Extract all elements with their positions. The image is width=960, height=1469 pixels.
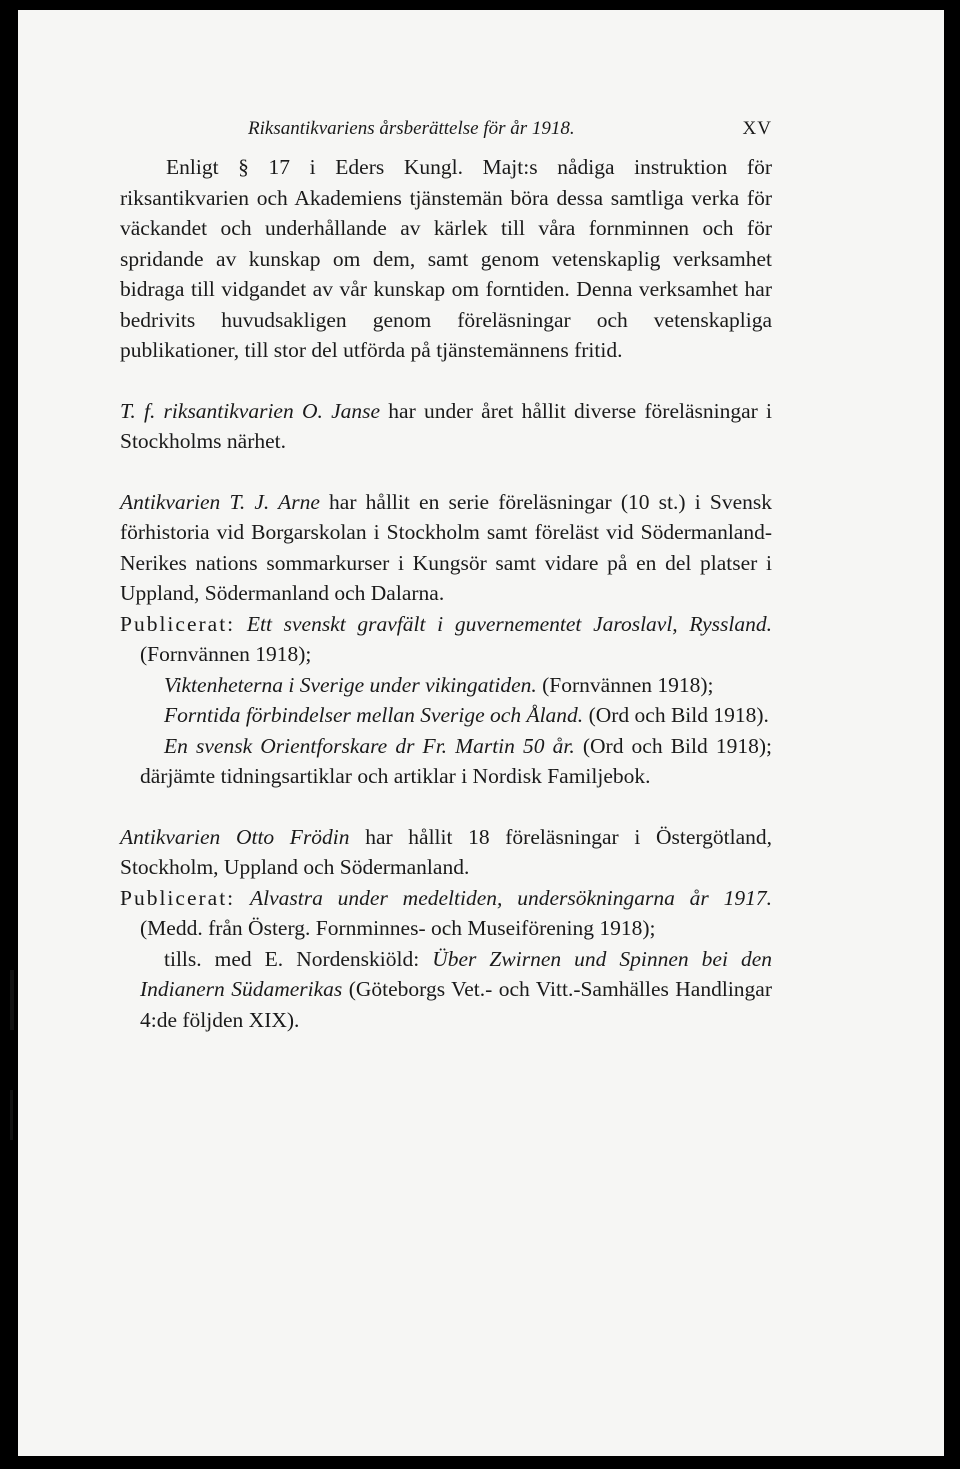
running-title: Riksantikvariens årsberättelse för år 1918.	[248, 118, 575, 139]
publication-title: Viktenheterna i Sverige under vikingatiden.	[164, 672, 537, 697]
janse-text: har under året hållit diverse föreläsningar i Stockholms närhet.	[120, 398, 773, 453]
frodin-paragraph	[120, 822, 772, 883]
arne-publication-2	[120, 670, 772, 701]
publication-prefix: tills. med E. Nordenskiöld:	[164, 946, 433, 971]
intro-paragraph: Enligt § 17 i Eders Kungl. Majt:s nådiga instruktion för riksantikvarien och Akademiens tjänstemän böra dessa samtliga verka för väckandet och underhållande av kärlek till våra fornminnen och för spridande av kunskap om dem, samt genom vetenskaplig verksamhet bidraga till vidgandet av vår kunskap om forntiden. Denna verksamhet har bedrivits huvudsakligen genom föreläsningar och vetenskapliga publikationer, till stor del utförda på tjänstemännens fritid.	[120, 155, 772, 362]
frodin-published-label: Publicerat:	[120, 885, 236, 910]
publication-source: (Fornvännen 1918);	[536, 672, 714, 697]
arne-name: Antikvarien T. J. Arne	[120, 489, 320, 514]
janse-paragraph	[120, 396, 772, 457]
frodin-publication-1	[120, 883, 772, 944]
page-header	[120, 118, 772, 146]
publication-title: En svensk Orientforskare dr Fr. Martin 50 år.	[164, 733, 575, 758]
arne-text: har hållit en serie föreläsningar (10 st.) i Svensk förhistoria vid Borgarskolan i Stockholm samt föreläst vid Södermanland-Nerikes nations sommarkurser i Kungsör samt vidare på en del platser i Uppland, Södermanland och Dalarna.	[120, 489, 772, 605]
janse-name: T. f. riksantikvarien O. Janse	[120, 398, 381, 423]
scan-margin-mark	[10, 970, 14, 1030]
arne-paragraph	[120, 487, 772, 609]
frodin-text: har hållit 18 föreläsningar i Östergötland, Stockholm, Uppland och Södermanland.	[120, 824, 772, 879]
arne-publication-3	[120, 700, 772, 731]
publication-source: (Ord och Bild 1918).	[583, 703, 769, 727]
frodin-name: Antikvarien Otto Frödin	[120, 824, 350, 849]
arne-published-label: Publicerat:	[120, 611, 236, 636]
arne-publication-4	[120, 731, 772, 792]
scan-margin-mark	[10, 1090, 13, 1140]
publication-title: Über Zwirnen und Spinnen bei den Indianern Südamerikas	[140, 946, 772, 1001]
publication-source: (Medd. från Österg. Fornminnes- och Museiförening 1918);	[140, 916, 656, 940]
publication-title: Forntida förbindelser mellan Sverige och Åland.	[164, 703, 584, 727]
page-content	[120, 118, 772, 1035]
publication-source: (Ord och Bild 1918); därjämte tidningsartiklar och artiklar i Nordisk Familjebok.	[140, 733, 772, 788]
frodin-publication-2	[120, 944, 772, 1036]
publication-source: (Göteborgs Vet.- och Vitt.-Samhälles Handlingar 4:de följden XIX).	[140, 977, 772, 1032]
publication-title: Ett svenskt gravfält i guvernementet Jaroslavl, Ryssland.	[246, 611, 772, 636]
publication-title: Alvastra under medeltiden, undersökningarna år 1917.	[249, 885, 773, 910]
document-page	[18, 10, 944, 1456]
arne-publication-1	[120, 609, 772, 670]
publication-source: (Fornvännen 1918);	[140, 642, 312, 666]
page-number: XV	[742, 118, 772, 139]
